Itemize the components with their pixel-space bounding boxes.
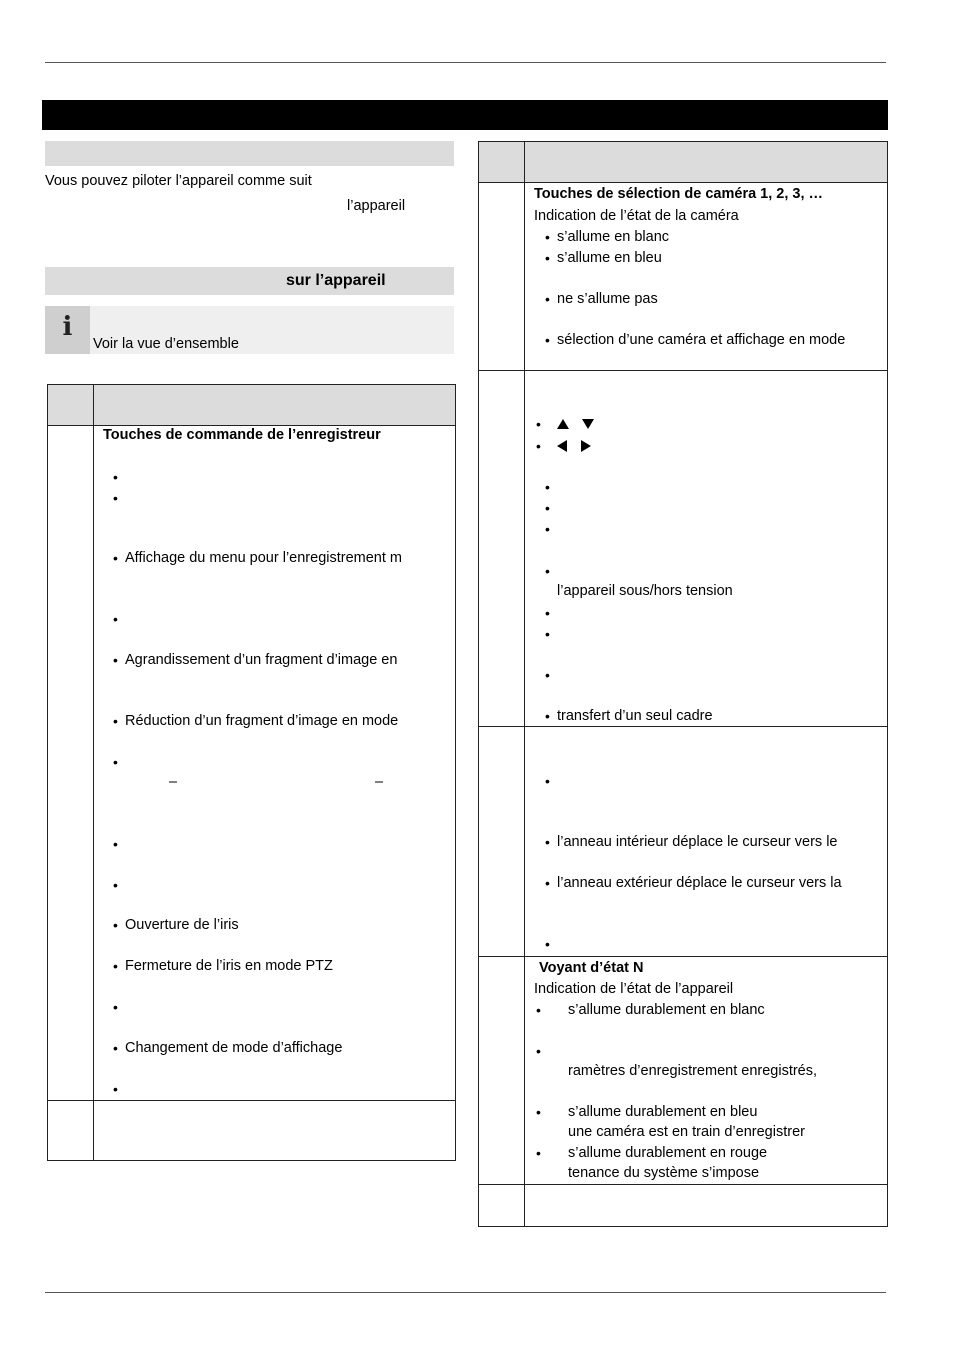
bullet: • xyxy=(545,773,550,789)
bullet: • xyxy=(536,1043,541,1059)
bullet: • xyxy=(113,550,118,566)
item-zoom-out: Réduction d’un fragment d’image en mode xyxy=(125,713,399,729)
bullet: • xyxy=(545,563,550,579)
camera-status-label: Indication de l’état de la caméra xyxy=(534,208,739,224)
section-heading: sur l’appareil xyxy=(286,272,386,289)
bullet: • xyxy=(545,332,550,348)
bullet: • xyxy=(113,917,118,933)
right-table-row-rule xyxy=(478,1184,888,1185)
led-white: s’allume durablement en blanc xyxy=(568,1002,765,1018)
item-display-mode: Changement de mode d’affichage xyxy=(125,1040,343,1056)
bullet: • xyxy=(545,250,550,266)
triangle-up-icon xyxy=(557,419,569,429)
triangle-down-icon xyxy=(582,419,594,429)
bullet: • xyxy=(113,1040,118,1056)
section-band-1 xyxy=(45,141,454,166)
bullet: • xyxy=(545,834,550,850)
bottom-rule xyxy=(45,1292,886,1293)
chapter-header-bar xyxy=(42,100,888,130)
outer-ring: l’anneau extérieur déplace le curseur vers la xyxy=(557,875,842,891)
bullet: • xyxy=(536,1145,541,1161)
left-table-row-rule xyxy=(47,1100,456,1101)
bullet: • xyxy=(113,1081,118,1097)
camera-white: s’allume en blanc xyxy=(557,229,670,245)
bullet: • xyxy=(113,611,118,627)
bullet: • xyxy=(545,229,550,245)
camera-blue: s’allume en bleu xyxy=(557,250,662,266)
top-rule xyxy=(45,62,886,63)
bullet: • xyxy=(536,416,541,432)
bullet: • xyxy=(113,958,118,974)
bullet: • xyxy=(545,936,550,952)
bullet: • xyxy=(113,836,118,852)
camera-select: sélection d’une caméra et affichage en mode xyxy=(557,332,846,348)
bullet: • xyxy=(545,605,550,621)
right-table-row-rule xyxy=(478,370,888,371)
led-status-label: Indication de l’état de l’appareil xyxy=(534,981,734,997)
dash: – xyxy=(375,774,384,790)
info-icon: i xyxy=(45,306,90,354)
item-iris-open: Ouverture de l’iris xyxy=(125,917,239,933)
right-table-row-rule xyxy=(478,726,888,727)
bullet: • xyxy=(536,1104,541,1120)
left-table-title: Touches de commande de l’enregistreur xyxy=(103,427,381,443)
camera-keys-title: Touches de sélection de caméra 1, 2, 3, … xyxy=(534,186,824,202)
right-table-col-rule xyxy=(524,141,525,1227)
section-band-2 xyxy=(45,267,454,295)
led-title: Voyant d’état N xyxy=(539,960,644,976)
item-zoom-in: Agrandissement d’un fragment d’image en xyxy=(125,652,398,668)
power-text: l’appareil sous/hors tension xyxy=(557,583,733,599)
bullet: • xyxy=(113,713,118,729)
right-table-header-rule xyxy=(478,182,888,183)
camera-off: ne s’allume pas xyxy=(557,291,658,307)
left-table-col-rule xyxy=(93,384,94,1161)
bullet: • xyxy=(113,754,118,770)
bullet: • xyxy=(545,291,550,307)
bullet: • xyxy=(113,469,118,485)
led-recording: une caméra est en train d’enregistrer xyxy=(568,1124,805,1140)
right-table-row-rule xyxy=(478,956,888,957)
bullet: • xyxy=(536,438,541,454)
item-menu-manual: Affichage du menu pour l’enregistrement m xyxy=(125,550,402,566)
bullet: • xyxy=(113,490,118,506)
triangle-left-icon xyxy=(557,440,567,452)
note-text: Voir la vue d’ensemble xyxy=(93,336,239,352)
bullet: • xyxy=(113,999,118,1015)
intro-text-1: Vous pouvez piloter l’appareil comme suit xyxy=(45,173,312,189)
bullet: • xyxy=(545,708,550,724)
bullet: • xyxy=(545,500,550,516)
led-red: s’allume durablement en rouge xyxy=(568,1145,768,1161)
bullet: • xyxy=(113,652,118,668)
bullet: • xyxy=(545,521,550,537)
intro-text-2: l’appareil xyxy=(347,198,406,214)
triangle-right-icon xyxy=(581,440,591,452)
bullet: • xyxy=(113,877,118,893)
bullet: • xyxy=(545,667,550,683)
bullet: • xyxy=(545,875,550,891)
bullet: • xyxy=(536,1002,541,1018)
item-iris-close: Fermeture de l’iris en mode PTZ xyxy=(125,958,333,974)
inner-ring: l’anneau intérieur déplace le curseur vers le xyxy=(557,834,838,850)
bullet: • xyxy=(545,626,550,642)
led-maintenance: tenance du système s’impose xyxy=(568,1165,760,1181)
led-params: ramètres d’enregistrement enregistrés, xyxy=(568,1063,818,1079)
single-frame: transfert d’un seul cadre xyxy=(557,708,713,724)
bullet: • xyxy=(545,479,550,495)
led-blue: s’allume durablement en bleu xyxy=(568,1104,758,1120)
dash: – xyxy=(169,774,178,790)
